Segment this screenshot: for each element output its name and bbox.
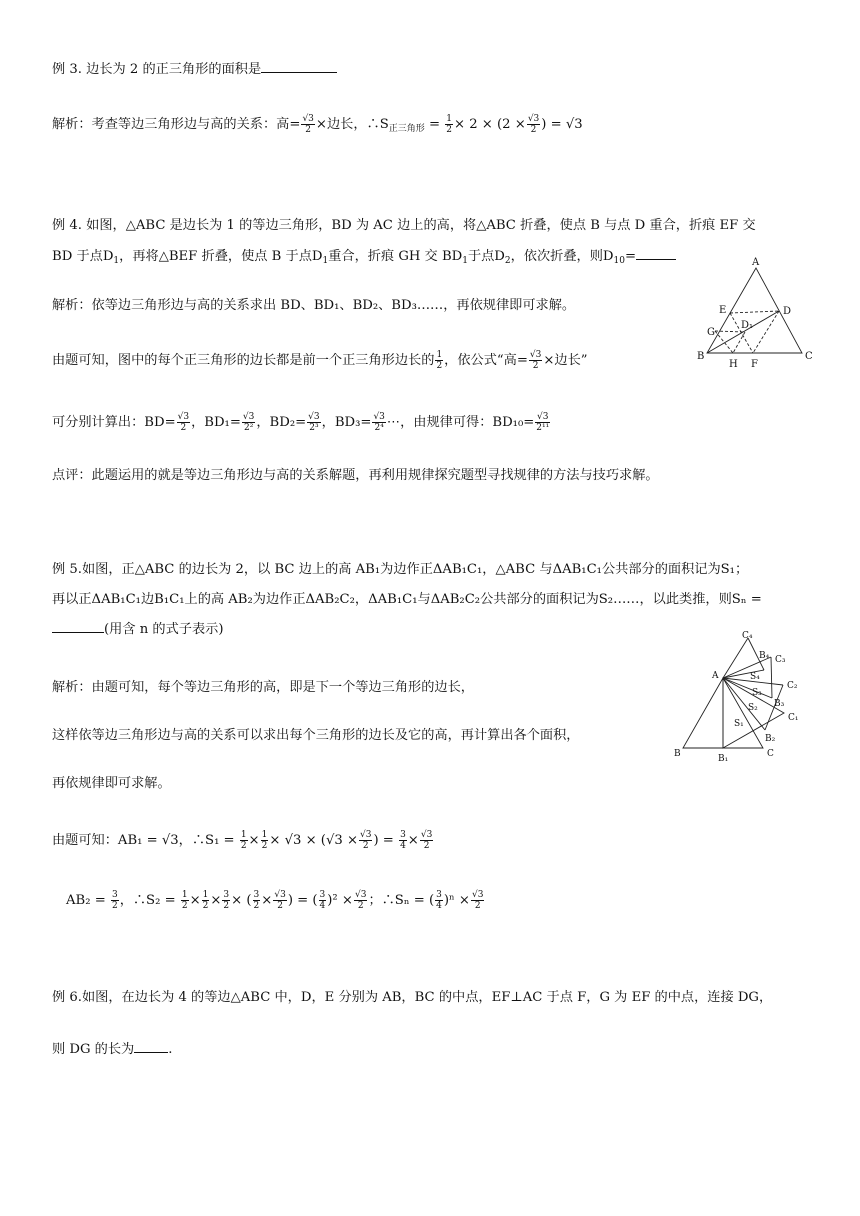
ex5-question-line1: 例 5.如图，正△ABC 的边长为 2，以 BC 边上的高 AB₁为边作正ΔAB₁C₁，△ABC 与ΔAB₁C₁公共部分的面积记为S₁； bbox=[52, 562, 749, 577]
segment-ed bbox=[730, 311, 779, 313]
label-c1: C₁ bbox=[788, 713, 799, 723]
ex5-solution-2: 这样依等边三角形边与高的关系可以求出每个三角形的边长及它的高，再计算出各个面积， bbox=[52, 728, 580, 743]
label-c2: C₂ bbox=[787, 681, 798, 691]
ex4-solution-1: 解析：依等边三角形边与高的关系求出 BD、BD₁、BD₂、BD₃……，再依规律即可求解。 bbox=[52, 298, 576, 313]
segment-df bbox=[753, 311, 779, 353]
segment-ab2 bbox=[723, 678, 765, 730]
label-s3: S₃ bbox=[752, 688, 762, 698]
label-a: A bbox=[712, 671, 719, 681]
ex4-comment: 点评：此题运用的就是等边三角形边与高的关系解题，再利用规律探究题型寻找规律的方法与技巧求解。 bbox=[52, 468, 659, 483]
label-b4: B₄ bbox=[759, 651, 770, 661]
label-b: B bbox=[697, 351, 705, 362]
answer-blank bbox=[134, 1040, 168, 1053]
ex4-figure bbox=[695, 255, 820, 375]
answer-blank bbox=[261, 60, 337, 73]
ex3-question: 例 3. 边长为 2 的正三角形的面积是 bbox=[52, 60, 337, 80]
segment-b3c3 bbox=[771, 657, 772, 698]
ex5-solution-1: 解析：由题可知，每个等边三角形的高，即是下一个等边三角形的边长， bbox=[52, 680, 474, 695]
label-f: F bbox=[751, 359, 758, 370]
segment-bd bbox=[707, 311, 779, 353]
answer-blank bbox=[636, 247, 676, 260]
label-c4: C₄ bbox=[742, 631, 753, 641]
label-c: C bbox=[767, 749, 774, 759]
label-b1: B₁ bbox=[718, 754, 729, 764]
label-d1: D₁ bbox=[741, 320, 754, 331]
ex4-question-line2: BD 于点$D_1$，再将△BEF 折叠，使点 B 于点$D_1$重合，折痕 GH 交 $BD_1$于点$D_2$，依次折叠，则$D_{10}=$ bbox=[52, 247, 676, 271]
ex3-solution: 解析：考查等边三角形边与高的关系：高= $\frac{√3}{2}$ ×边长，$\therefore S_{正三角形}$ = $\frac{1}{2}$ × 2 × (2 × $\frac{√3}{2}$ ) = √3 bbox=[52, 114, 583, 135]
ex5-calc-1: 由题可知：AB₁ = √3，∴S₁ = $\frac{1}{2}$ × $\frac{1}{2}$ × √3 × (√3 × $\frac{√3}{2}$ ) = $\frac{3}{4}$ × $\frac{√3}{2}$ bbox=[52, 830, 433, 851]
ex6-question-line1: 例 6.如图，在边长为 4 的等边△ABC 中，D，E 分别为 AB，BC 的中点，EF⊥AC 于点 F，G 为 EF 的中点，连接 DG， bbox=[52, 990, 773, 1005]
label-b3: B₃ bbox=[774, 699, 785, 709]
ex5-question-line3: (用含 n 的式子表示) bbox=[52, 620, 223, 640]
label-c: C bbox=[805, 351, 813, 362]
ex4-question-line1: 例 4. 如图，△ABC 是边长为 1 的等边三角形，BD 为 AC 边上的高，将△ABC 折叠，使点 B 与点 D 重合，折痕 EF 交 bbox=[52, 218, 756, 233]
ex5-solution-3: 再依规律即可求解。 bbox=[52, 776, 171, 791]
label-b2: B₂ bbox=[765, 734, 776, 744]
segment-ac4 bbox=[723, 638, 748, 678]
label-g: G bbox=[707, 327, 715, 338]
ex6-question-line2: 则 DG 的长为 . bbox=[52, 1042, 173, 1057]
label-h: H bbox=[729, 359, 738, 370]
label-b: B bbox=[674, 749, 681, 759]
ex4-solution-3: 可分别计算出：BD= $\frac{√3}{2}$ ，BD₁= $\frac{√3}{\text{2²}}$ ，BD₂= $\frac{√3}{\text{2³}}$ ，BD₃= $\frac{√3}{\text{2⁴}}$ ⋯，由规律可得：BD₁₀= $\frac{√3}{\text{2¹¹}}$ bbox=[52, 412, 550, 433]
ex5-calc-2: AB₂ = $\frac{3}{2}$ ，∴S₂ = $\frac{1}{2}$ × $\frac{1}{2}$ × $\frac{3}{2}$ × ( $\frac{3}{2}$ × $\frac{√3}{2}$ ) = ( $\frac{3}{4}$ )² × $\frac{√3}{2}$ ；∴Sₙ = ( $\frac{3}{4}$ )ⁿ × $\frac{√3}{2}$ bbox=[66, 890, 484, 911]
label-d: D bbox=[783, 306, 792, 317]
label-s4: S₄ bbox=[750, 672, 760, 682]
label-e: E bbox=[719, 305, 727, 316]
ex5-question-line2: 再以正ΔAB₁C₁边B₁C₁上的高 AB₂为边作正ΔAB₂C₂，ΔAB₁C₁与ΔAB₂C₂公共部分的面积记为S₂……，以此类推，则Sₙ = bbox=[52, 592, 762, 607]
ex5-figure bbox=[668, 628, 818, 768]
label-s1: S₁ bbox=[734, 719, 744, 729]
label-s2: S₂ bbox=[748, 703, 758, 713]
label-c3: C₃ bbox=[775, 655, 786, 665]
ex4-solution-2: 由题可知，图中的每个正三角形的边长都是前一个正三角形边长的 $\frac{1}{2}$ ，依公式“高= $\frac{√3}{2}$ ×边长” bbox=[52, 350, 588, 371]
label-a: A bbox=[752, 257, 760, 268]
answer-blank bbox=[52, 620, 104, 633]
